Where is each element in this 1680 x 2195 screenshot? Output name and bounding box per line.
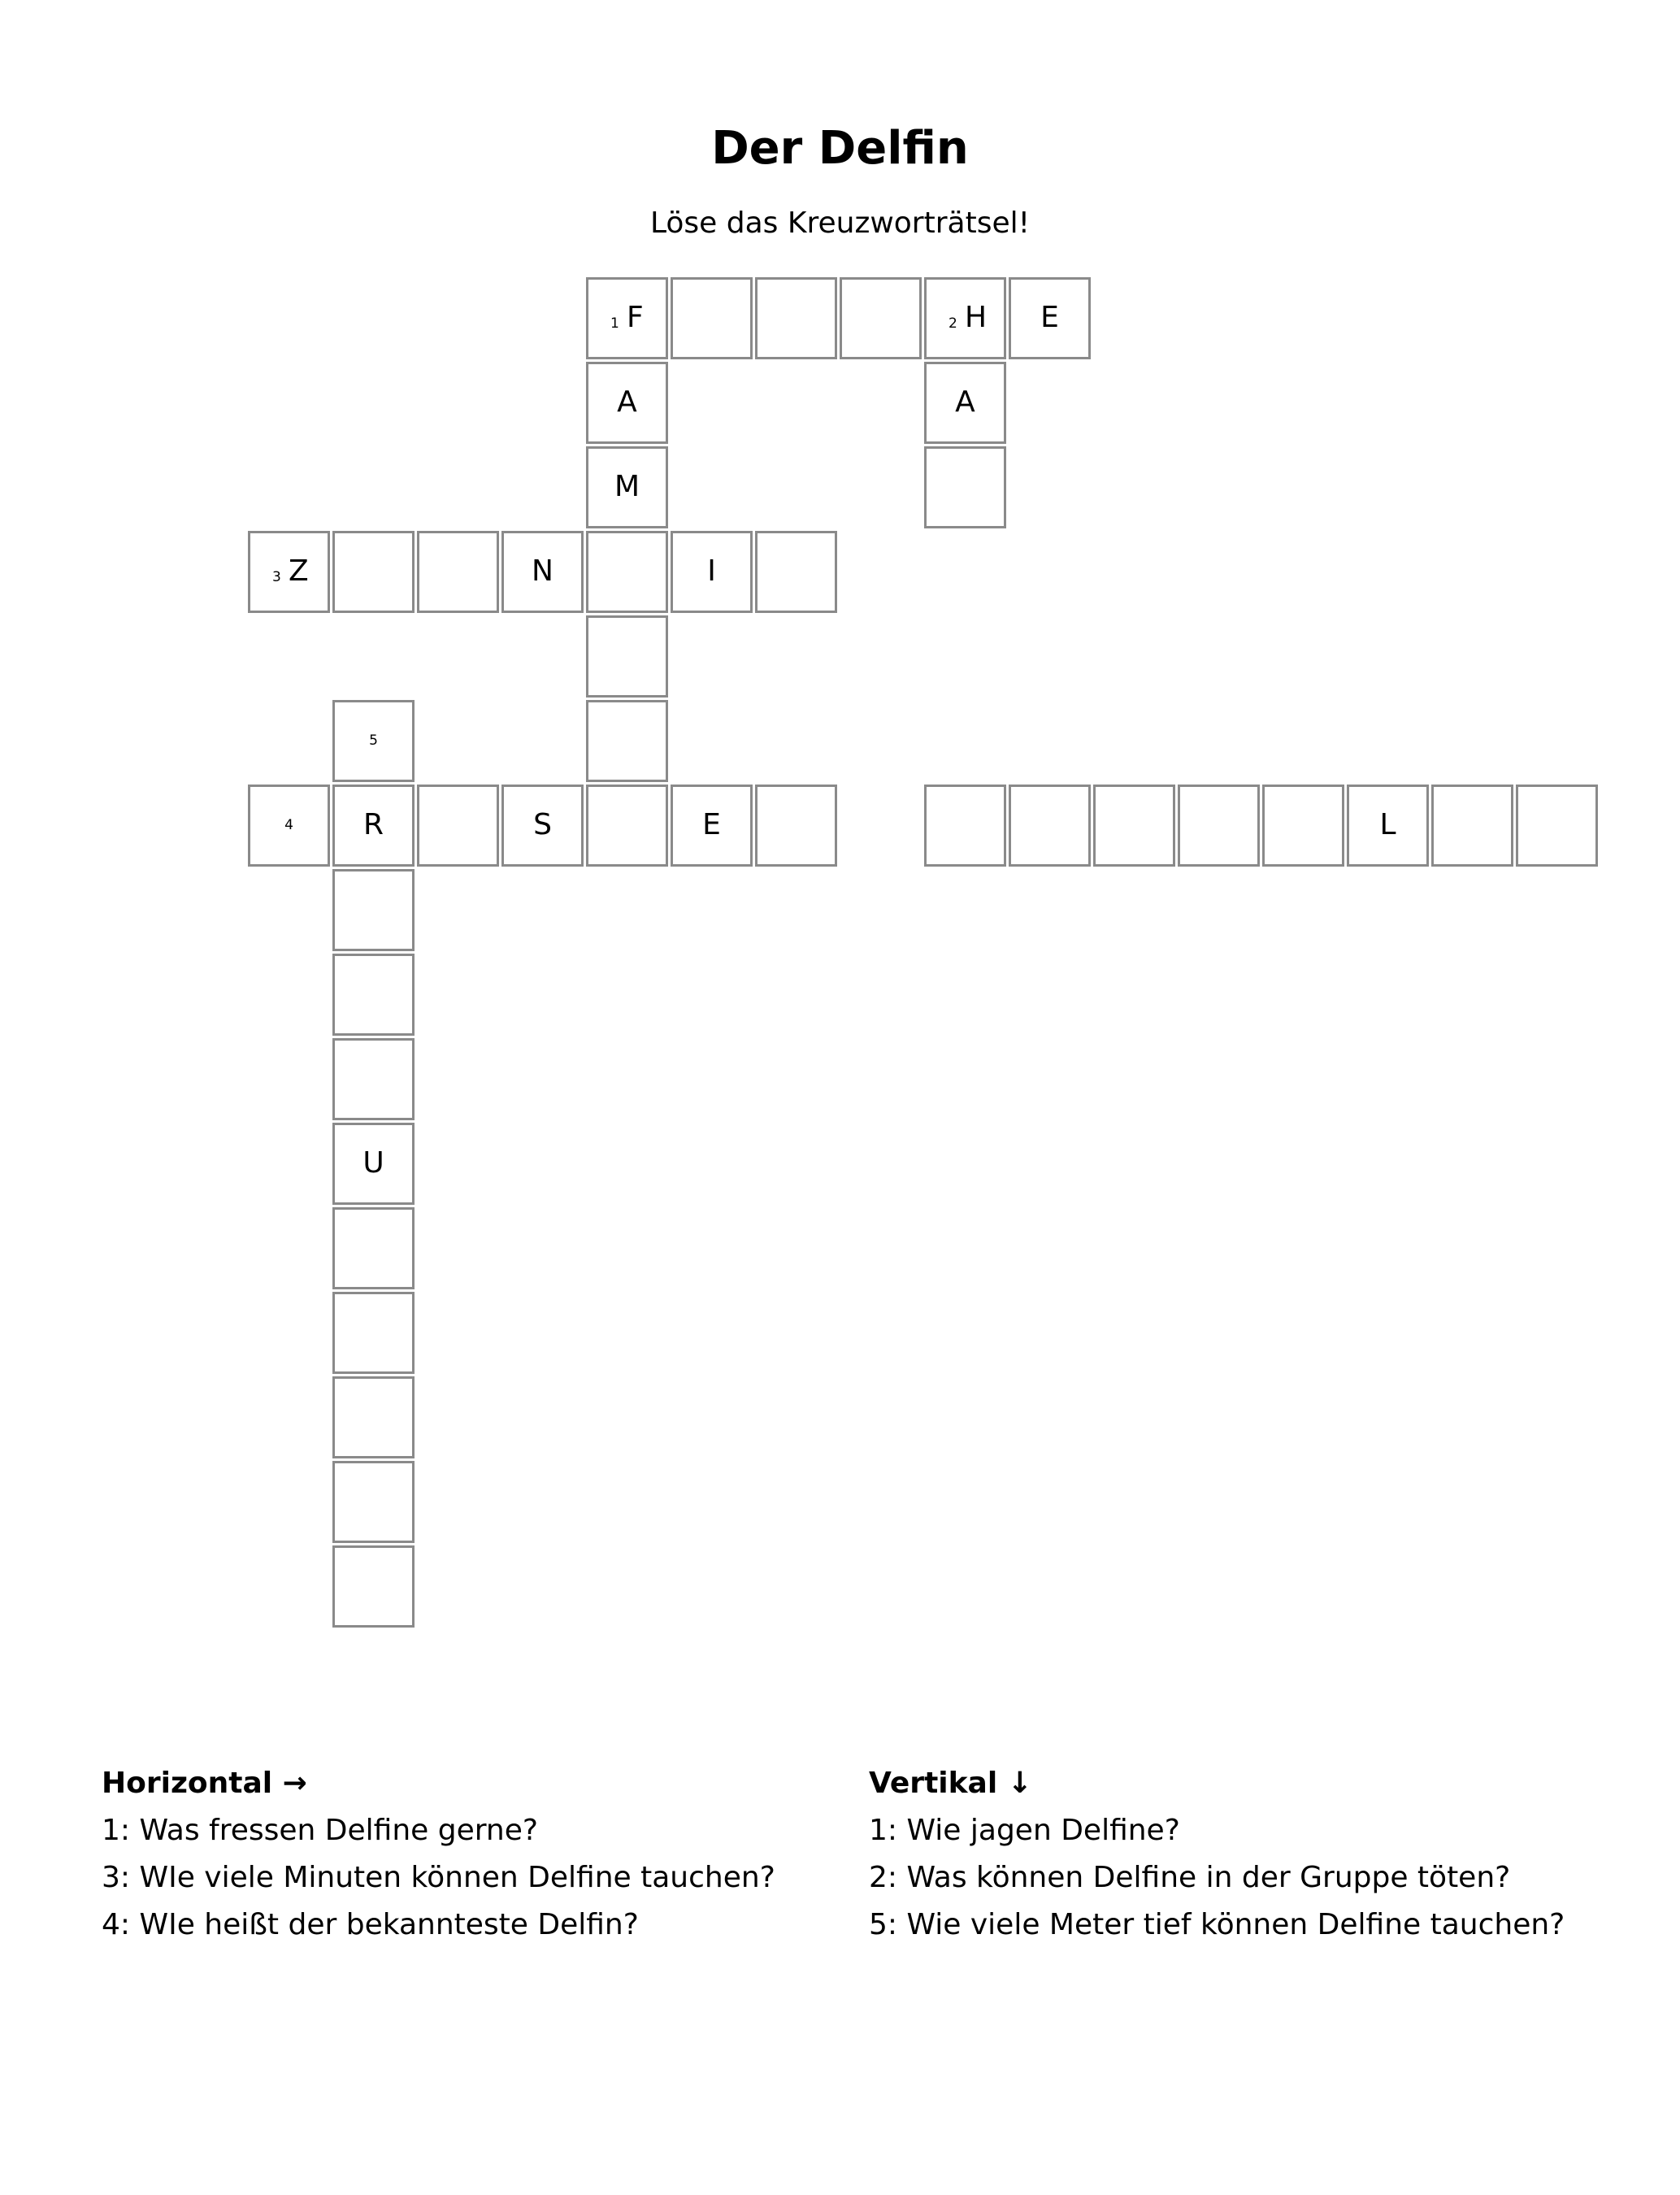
crossword-cell[interactable] bbox=[332, 869, 415, 951]
cell-letter: L bbox=[1379, 808, 1396, 841]
clue-number: 2 bbox=[949, 315, 957, 332]
crossword-cell[interactable] bbox=[671, 531, 753, 613]
crossword-cell[interactable] bbox=[417, 785, 499, 867]
cell-letter: I bbox=[707, 554, 716, 588]
crossword-cell[interactable] bbox=[501, 785, 584, 867]
crossword-cell[interactable] bbox=[586, 700, 668, 782]
cell-letter: A bbox=[617, 385, 637, 419]
vertical-clue: 2: Was können Delfine in der Gruppe töten? bbox=[869, 1861, 1511, 1894]
crossword-cell[interactable] bbox=[332, 1461, 415, 1543]
crossword-cell[interactable] bbox=[332, 1545, 415, 1628]
page-title: Der Delfin bbox=[711, 122, 969, 175]
crossword-cell[interactable] bbox=[586, 362, 668, 444]
crossword-cell[interactable] bbox=[332, 531, 415, 613]
crossword-cell[interactable] bbox=[1347, 785, 1429, 867]
horizontal-clues bbox=[102, 1760, 833, 1949]
crossword-cell[interactable] bbox=[1178, 785, 1260, 867]
clue-number: 4 bbox=[284, 817, 293, 833]
crossword-cell[interactable] bbox=[924, 277, 1006, 359]
crossword-cell[interactable] bbox=[332, 1376, 415, 1458]
cell-letter: E bbox=[702, 808, 721, 841]
crossword-cell[interactable] bbox=[501, 531, 584, 613]
crossword-cell[interactable] bbox=[332, 1207, 415, 1289]
crossword-cell[interactable] bbox=[586, 277, 668, 359]
vertical-clues bbox=[869, 1760, 1649, 1949]
crossword-cell[interactable] bbox=[586, 785, 668, 867]
cell-letter: F bbox=[627, 301, 644, 334]
cell-letter: R bbox=[362, 808, 384, 841]
cell-letter: M bbox=[614, 470, 640, 503]
crossword-cell[interactable] bbox=[332, 1292, 415, 1374]
crossword-cell[interactable] bbox=[671, 785, 753, 867]
crossword-cell[interactable] bbox=[586, 615, 668, 698]
crossword-cell[interactable] bbox=[1516, 785, 1598, 867]
crossword-cell[interactable] bbox=[586, 446, 668, 528]
crossword-cell[interactable] bbox=[1431, 785, 1513, 867]
crossword-cell[interactable] bbox=[755, 531, 837, 613]
cell-letter: S bbox=[533, 808, 552, 841]
crossword-cell[interactable] bbox=[332, 954, 415, 1036]
cell-letter: N bbox=[532, 554, 553, 588]
crossword-cell[interactable] bbox=[332, 1038, 415, 1120]
crossword-cell[interactable] bbox=[924, 446, 1006, 528]
horizontal-heading: Horizontal → bbox=[102, 1767, 307, 1800]
horizontal-clue: 4: WIe heißt der bekannteste Delfin? bbox=[102, 1908, 639, 1941]
horizontal-clue: 1: Was fressen Delfine gerne? bbox=[102, 1814, 538, 1847]
clue-number: 3 bbox=[272, 569, 281, 585]
crossword-cell[interactable] bbox=[755, 277, 837, 359]
cell-letter: U bbox=[362, 1146, 384, 1180]
crossword-cell[interactable] bbox=[332, 785, 415, 867]
horizontal-clue: 3: WIe viele Minuten können Delfine tauchen? bbox=[102, 1861, 775, 1894]
vertical-heading: Vertikal ↓ bbox=[869, 1767, 1032, 1800]
crossword-cell[interactable] bbox=[332, 1123, 415, 1205]
crossword-cell[interactable] bbox=[586, 531, 668, 613]
cell-letter: Z bbox=[289, 554, 309, 588]
cell-letter: E bbox=[1040, 301, 1059, 334]
crossword-cell[interactable] bbox=[924, 785, 1006, 867]
cell-letter: H bbox=[965, 301, 988, 334]
crossword-cell[interactable] bbox=[671, 277, 753, 359]
crossword-cell[interactable] bbox=[755, 785, 837, 867]
vertical-clue: 1: Wie jagen Delfine? bbox=[869, 1814, 1180, 1847]
crossword-cell[interactable] bbox=[1009, 277, 1091, 359]
cell-letter: A bbox=[955, 385, 975, 419]
crossword-cell[interactable] bbox=[1262, 785, 1344, 867]
clue-number: 1 bbox=[610, 315, 619, 332]
crossword-cell[interactable] bbox=[248, 785, 330, 867]
crossword-cell[interactable] bbox=[332, 700, 415, 782]
crossword-cell[interactable] bbox=[1093, 785, 1175, 867]
page-subtitle: Löse das Kreuzworträtsel! bbox=[649, 206, 1031, 240]
vertical-clue: 5: Wie viele Meter tief können Delfine tauchen? bbox=[869, 1908, 1565, 1941]
crossword-cell[interactable] bbox=[248, 531, 330, 613]
crossword-cell[interactable] bbox=[840, 277, 922, 359]
crossword-cell[interactable] bbox=[1009, 785, 1091, 867]
crossword-cell[interactable] bbox=[924, 362, 1006, 444]
clue-number: 5 bbox=[369, 732, 378, 749]
crossword-cell[interactable] bbox=[417, 531, 499, 613]
